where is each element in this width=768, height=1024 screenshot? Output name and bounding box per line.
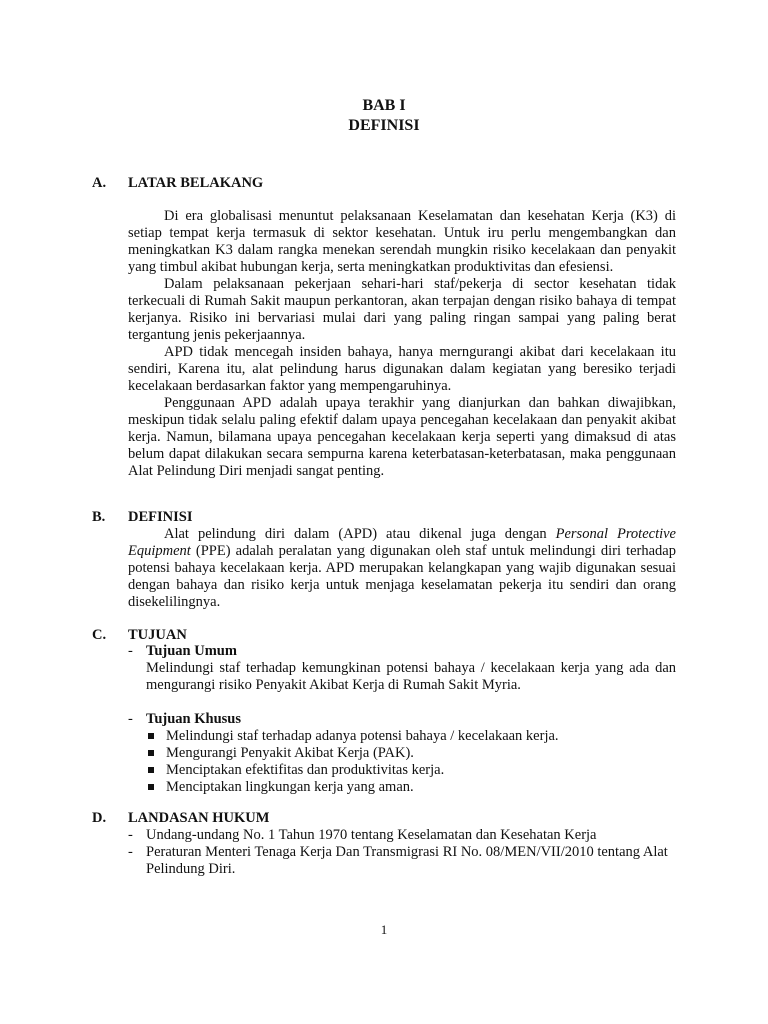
law-text: Peraturan Menteri Tenaga Kerja Dan Transmigrasi RI No. 08/MEN/VII/2010 tentang Alat Pelindung Diri.: [146, 844, 668, 877]
tujuan-umum-block: [128, 643, 676, 694]
tujuan-khusus-list: [146, 728, 676, 796]
definition-text: Alat pelindung diri dalam (APD) atau dikenal juga dengan: [164, 526, 556, 542]
section-b-heading: [92, 509, 692, 526]
section-d-letter: D.: [92, 810, 107, 826]
dash-marker: -: [128, 827, 133, 843]
square-bullet-icon: [148, 784, 154, 790]
section-d-title: LANDASAN HUKUM: [128, 810, 270, 826]
list-item: [146, 779, 676, 796]
chapter-title: DEFINISI: [348, 117, 420, 134]
section-a-letter: A.: [92, 175, 107, 191]
dash-marker: -: [128, 844, 133, 860]
section-a-body: [128, 208, 676, 480]
definition-term-italic: Personal Protective Equipment: [128, 526, 676, 559]
section-a-title: LATAR BELAKANG: [128, 175, 264, 191]
section-b-letter: B.: [92, 509, 106, 525]
chapter-number: BAB I: [362, 97, 406, 114]
section-c-heading: [92, 627, 692, 644]
law-text: Undang-undang No. 1 Tahun 1970 tentang Keselamatan dan Kesehatan Kerja: [146, 827, 597, 843]
square-bullet-icon: [148, 767, 154, 773]
list-item-text: Mengurangi Penyakit Akibat Kerja (PAK).: [166, 745, 414, 761]
tujuan-khusus-title: Tujuan Khusus: [146, 711, 241, 727]
section-a-paragraph: APD tidak mencegah insiden bahaya, hanya merngurangi akibat dari kecelakaan itu sendiri, Karena itu, alat pelindung harus digunakan dalam kegiatan yang beresiko terjadi kecelakaan berdasarkan faktor yang mempengaruhinya.: [128, 344, 676, 394]
dash-marker: -: [128, 711, 133, 727]
section-c-title: TUJUAN: [128, 627, 187, 643]
tujuan-umum-text: Melindungi staf terhadap kemungkinan potensi bahaya / kecelakaan kerja yang ada dan mengurangi risiko Penyakit Akibat Kerja di Rumah Sakit Myria.: [146, 660, 676, 693]
section-b-title: DEFINISI: [128, 509, 193, 525]
list-item: [146, 762, 676, 779]
list-item: [146, 745, 676, 762]
list-item-text: Menciptakan efektifitas dan produktivitas kerja.: [166, 762, 445, 778]
list-item-text: Melindungi staf terhadap adanya potensi bahaya / kecelakaan kerja.: [166, 728, 559, 744]
list-item-text: Menciptakan lingkungan kerja yang aman.: [166, 779, 414, 795]
tujuan-khusus-block: [128, 711, 676, 796]
square-bullet-icon: [148, 733, 154, 739]
list-item: [128, 844, 676, 878]
dash-marker: -: [128, 643, 133, 659]
tujuan-umum-title: Tujuan Umum: [146, 643, 237, 659]
section-b-body: [128, 526, 676, 611]
list-item: [128, 827, 676, 844]
landasan-hukum-list: [128, 827, 676, 878]
section-d-heading: [92, 810, 692, 827]
section-a-paragraph: Dalam pelaksanaan pekerjaan sehari-hari staf/pekerja di sector kesehatan tidak terkecuali di Rumah Sakit maupun perkantoran, akan terpajan dengan risiko bahaya di tempat kerjanya. Risiko ini bervariasi mulai dari yang paling ringan sampai yang paling berat tergantung jenis pekerjaannya.: [128, 276, 676, 343]
section-b-paragraph: [128, 526, 676, 611]
list-item: [146, 728, 676, 745]
section-a-paragraph: Di era globalisasi menuntut pelaksanaan Keselamatan dan kesehatan Kerja (K3) di setiap tempat kerja termasuk di sektor kesehatan. Untuk iru perlu mengembangkan dan meningkatkan K3 dalam rangka menekan serendah mungkin risiko kecelakaan dan penyakit yang timbul akibat hubungan kerja, serta meningkatkan produktivitas dan efesiensi.: [128, 208, 676, 275]
section-a-heading: [92, 175, 692, 192]
section-c-letter: C.: [92, 627, 107, 643]
square-bullet-icon: [148, 750, 154, 756]
definition-text-cont: (PPE) adalah peralatan yang digunakan oleh staf untuk melindungi diri terhadap potensi bahaya kecelakaan kerja. APD merupakan kelangkapan yang wajib digunakan sesuai dengan bahaya dan risiko kerja untuk menjaga keselamatan pekerja itu sendiri dan orang disekelilingnya.: [128, 543, 676, 610]
page-number: 1: [380, 922, 388, 937]
section-a-paragraph: Penggunaan APD adalah upaya terakhir yang dianjurkan dan bahkan diwajibkan, meskipun tidak selalu paling efektif dalam upaya pencegahan kecelakaan dan penyakit akibat kerja. Namun, bilamana upaya pencegahan kecelakaan kerja seperti yang dimaksud di atas belum dapat dilakukan secara sempurna karena keterbatasan-keterbatasan, maka penggunaan Alat Pelindung Diri menjadi sangat penting.: [128, 395, 676, 479]
